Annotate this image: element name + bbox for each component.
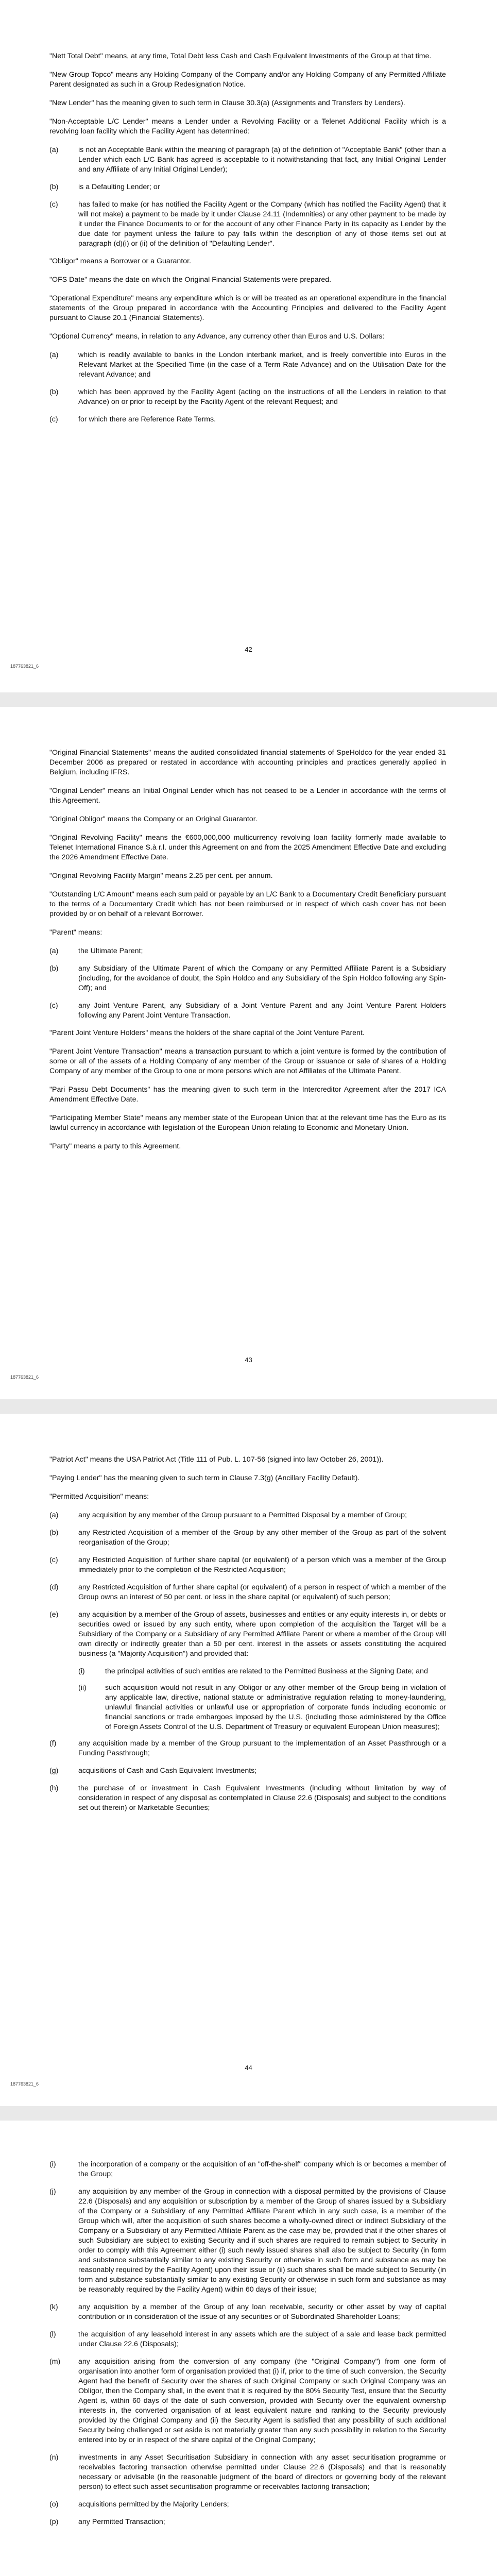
list-item-text: any Restricted Acquisition of a member of the Group by any other member of the Group as part of the solvent reorganisation of the Group; — [78, 1529, 446, 1547]
footer-code: 187763821_6 — [10, 1375, 39, 1380]
list-item — [49, 1528, 446, 1548]
list-item-text: any Restricted Acquisition of further share capital (or equivalent) of a person which was a member of the Group immediately prior to the completion of the Restricted Acquisition; — [78, 1556, 446, 1574]
list-item — [49, 1511, 446, 1520]
definition-paragraph: "Parent Joint Venture Transaction" means a transaction pursuant to which a joint venture is formed by the contribution of some or all of the assets of a Holding Company of any member of the Group or issuance or sale of shares of a Holding Company of any member of the Group to one or more persons which are not Affiliates of the Ultimate Parent. — [49, 1047, 446, 1075]
definition-paragraph: "Original Revolving Facility" means the €600,000,000 multicurrency revolving loan facility formerly made available to Telenet International Finance S.à r.l. under this Agreement on and from the 2025 Amendment Effective Date and excluding the 2026 Amendment Effective Date. — [49, 834, 446, 861]
definition-paragraph: "New Lender" has the meaning given to such term in Clause 30.3(a) (Assignments and Transfers by Lenders). — [49, 99, 405, 107]
definition-paragraph: "Nett Total Debt" means, at any time, Total Debt less Cash and Cash Equivalent Investments of the Group at that time. — [49, 52, 432, 60]
list-item — [49, 1555, 446, 1575]
list-item-text: has failed to make (or has notified the Facility Agent or the Company (which has notified the Facility Agent) that it will not make) a payment to be made by it under Clause 24.11 (Indemnities) or any other payment to be made by it under the Finance Documents to or for the account of any other Finance Party in its capacity as Lender by the due date for payment unless the failure to pay falls within the description of any of those items set out at paragraph (d)(i) or (ii) of the definition of "Defaulting Lender". — [78, 200, 446, 248]
page-number: 43 — [245, 1356, 252, 1364]
list-item — [49, 2500, 446, 2510]
list-item-text: the purchase of or investment in Cash Equivalent Investments (including without limitation by way of consideration in respect of any disposal as contemplated in Clause 22.6 (Disposals) and subject to the conditions set out therein) or Marketable Securities; — [78, 1784, 446, 1812]
list-item — [49, 2160, 446, 2179]
list-item-label: (o) — [49, 2500, 59, 2509]
list-item-label: (a) — [49, 1511, 59, 1519]
list-item-text: for which there are Reference Rate Terms. — [78, 415, 216, 423]
list-item — [49, 946, 446, 956]
definition-paragraph: "Operational Expenditure" means any expenditure which is or will be treated as an operational expenditure in the financial statements of the Group prepared in accordance with the Accounting Principles and delivered to the Facility Agent pursuant to Clause 20.1 (Financial Statements). — [49, 294, 446, 322]
definition-paragraph: "Pari Passu Debt Documents" has the meaning given to such term in the Intercreditor Agreement after the 2017 ICA Amendment Effective Date. — [49, 1086, 446, 1104]
definition-paragraph: "Outstanding L/C Amount" means each sum paid or payable by an L/C Bank to a Documentary Credit Beneficiary pursuant to the terms of a Documentary Credit which has not been reimbursed or in respect of which cash cover has not been provided by or on behalf of a relevant Borrower. — [49, 890, 446, 918]
list-item — [49, 964, 446, 993]
list-item — [49, 1766, 446, 1776]
definition-paragraph: "Paying Lender" has the meaning given to such term in Clause 7.3(g) (Ancillary Facility Default). — [49, 1474, 360, 1482]
list-item-text: the principal activities of such entities are related to the Permitted Business at the Signing Date; and — [105, 1667, 428, 1675]
list-item — [49, 2187, 446, 2295]
list-item-label: (p) — [49, 2518, 59, 2526]
list-item-text: acquisitions permitted by the Majority Lenders; — [78, 2500, 229, 2509]
list-item-text: any acquisition made by a member of the Group pursuant to the implementation of an Asset Passthrough or a Funding Passthrough; — [78, 1739, 446, 1757]
list-item-text: any Subsidiary of the Ultimate Parent of which the Company or any Permitted Affiliate Parent is a Subsidiary (including, for the avoidance of doubt, the Spin Holdco and any Subsidiary of the Spin Holdco following any Spin-Off); and — [78, 964, 446, 992]
list-item-text: any acquisition by any member of the Group in connection with a disposal permitted by the provisions of Clause 22.6 (Disposals) and any acquisition or subscription by a member of the Group of shares issued by a Subsidiary of the Company or a Subsidiary of any Permitted Affiliate Parent which in any such case, is a member of the Group which will, after the acquisition of such shares become a wholly-owned direct or indirect Subsidiary of the Company or a Subsidiary of any Permitted Affiliate Parent as the case may be, provided that if the other shares of such Subsidiary are subject to existing Security and if such shares are required to remain subject to Security in order to comply with this Agreement either (i) such newly issued shares shall also be subject to Security (in form and substance substantially similar to any existing Security or otherwise in such form and substance as may be reasonably required by the Facility Agent) upon their issue or (ii) such shares shall be made subject to Security (in form and substance substantially similar to any existing Security or otherwise in such form and substance as may be reasonably required by the Facility Agent) within 60 days of their issue; — [78, 2188, 446, 2294]
list-item-label: (ii) — [78, 1684, 87, 1692]
list-item-label: (a) — [49, 351, 59, 359]
list-item-label: (j) — [49, 2188, 56, 2196]
list-item-label: (m) — [49, 2358, 61, 2366]
page-43-body — [49, 748, 446, 1160]
footer-code: 187763821_6 — [10, 664, 39, 669]
document-page-44 — [0, 1414, 497, 2106]
page-44-body — [49, 1455, 446, 1821]
definition-paragraph: "New Group Topco" means any Holding Company of the Company and/or any Holding Company of any Permitted Affiliate Parent designated as such in a Group Redesignation Notice. — [49, 71, 446, 89]
list-item — [49, 350, 446, 380]
list-item — [49, 1583, 446, 1602]
list-item-text: which has been approved by the Facility Agent (acting on the instructions of all the Lenders in relation to that Advance) on or prior to receipt by the Facility Agent of the relevant Request; and — [78, 388, 446, 406]
list-item-label: (d) — [49, 1583, 59, 1591]
list-item-label: (f) — [49, 1739, 57, 1748]
list-item-label: (c) — [49, 200, 58, 209]
definition-paragraph: "Parent Joint Venture Holders" means the holders of the share capital of the Joint Venture Parent. — [49, 1029, 365, 1037]
list-item-label: (i) — [78, 1667, 85, 1675]
definition-paragraph: "Original Financial Statements" means the audited consolidated financial statements of SpeHoldco for the year ended 31 December 2006 as prepared or restated in accordance with accounting principles and practices generally applied in Belgium, including IFRS. — [49, 749, 446, 776]
list-item-text: any Joint Venture Parent, any Subsidiary of a Joint Venture Parent and any Joint Venture Parent Holders following any Parent Joint Venture Transaction. — [78, 1002, 446, 1020]
list-item-label: (n) — [49, 2453, 59, 2462]
list-item-text: any Permitted Transaction; — [78, 2518, 165, 2526]
list-item-text: acquisitions of Cash and Cash Equivalent Investments; — [78, 1767, 257, 1775]
list-item-label: (i) — [49, 2160, 56, 2168]
list-item — [49, 2330, 446, 2349]
page-number: 44 — [245, 2064, 252, 2072]
list-item-label: (a) — [49, 947, 59, 955]
list-item-text: such acquisition would not result in any Obligor or any other member of the Group being in violation of any applicable law, directive, national statute or administrative regulation relating to money-laundering, unlawful financial activities or unlawful use or appropriation of corporate funds including economic or financial sanctions or trade embargoes imposed by the U.S. (including those administered by the Office of Foreign Assets Control of the U.S. Department of Treasury or equivalent European Union measures); — [105, 1684, 446, 1731]
list-item-text: any acquisition by a member of the Group of assets, businesses and entities or any equity interests in, or debts or securities owed or issued by any such entity, where upon completion of the acquisition the Target will be a Subsidiary of the Company or a Subsidiary of any Permitted Affiliate Parent or where a member of the Group will own directly or indirectly greater than a 50 per cent. interest in the assets or assets constituting the acquired business (a "Majority Acquisition") and provided that: — [78, 1611, 446, 1658]
list-item-text: is a Defaulting Lender; or — [78, 183, 160, 191]
list-item-label: (l) — [49, 2330, 56, 2338]
definition-paragraph: "Parent" means: — [49, 928, 102, 937]
list-item-text: is not an Acceptable Bank within the meaning of paragraph (a) of the definition of "Acceptable Bank" (other than a Lender which each L/C Bank has agreed is acceptable to it notwithstanding that fact, any Initial Original Lender and any Affiliate of any Initial Original Lender); — [78, 146, 446, 174]
list-item-text: the acquisition of any leasehold interest in any assets which are the subject of a sale and lease back permitted under Clause 22.6 (Disposals); — [78, 2330, 446, 2348]
list-item-label: (h) — [49, 1784, 59, 1792]
list-item — [49, 145, 446, 175]
list-item-text: the incorporation of a company or the acquisition of an "off-the-shelf" company which is or becomes a member of the Group; — [78, 2160, 446, 2178]
list-item — [49, 1739, 446, 1758]
list-item — [49, 1784, 446, 1813]
list-item — [49, 2453, 446, 2492]
list-item-text: any acquisition arising from the conversion of any company (the "Original Company") from one form of organisation into another form of organisation provided that (i) if, prior to the time of such conversion, the Security Agent had the benefit of Security over the shares of such Original Company or such Original Company was an Obligor, then the Company shall, in the event that it is required by the 80% Security Test, ensure that the Security Agent is, within 60 days of the date of such conversion, provided with Security over the equivalent ownership interests in, the converted organisation of at least equivalent nature and ranking to the Security previously provided by the Original Company and (ii) the Security Agent is satisfied that any possibility of such additional Security being challenged or set aside is not materially greater than any such possibility in relation to the Security entered into by or in respect of the share capital of the Original Company; — [78, 2358, 446, 2444]
list-item-label: (c) — [49, 1002, 58, 1010]
definition-paragraph: "Patriot Act" means the USA Patriot Act (Title 111 of Pub. L. 107-56 (signed into law October 26, 2001)). — [49, 1455, 384, 1464]
list-item-text: any acquisition by any member of the Group pursuant to a Permitted Disposal by a member of Group; — [78, 1511, 407, 1519]
document-page-43 — [0, 707, 497, 1399]
list-item-label: (c) — [49, 415, 58, 423]
list-item-label: (b) — [49, 1529, 59, 1537]
definition-paragraph: "Original Revolving Facility Margin" means 2.25 per cent. per annum. — [49, 872, 273, 880]
list-item-label: (a) — [49, 146, 59, 154]
definition-paragraph: "Party" means a party to this Agreement. — [49, 1142, 181, 1150]
page-45-body — [49, 2160, 446, 2535]
sub-list-item — [78, 1667, 446, 1676]
list-item-label: (b) — [49, 388, 59, 396]
list-item-text: any Restricted Acquisition of further share capital (or equivalent) of a person in respect of which a member of the Group owns an interest of 50 per cent. or less in the share capital (or equivalent) of such person; — [78, 1583, 446, 1601]
list-item — [49, 2357, 446, 2445]
definition-paragraph: "Permitted Acquisition" means: — [49, 1493, 149, 1501]
list-item-label: (c) — [49, 1556, 58, 1564]
definition-paragraph: "Original Lender" means an Initial Original Lender which has not ceased to be a Lender in accordance with the terms of this Agreement. — [49, 787, 446, 805]
page-42-body — [49, 52, 446, 432]
definition-paragraph: "Non-Acceptable L/C Lender" means a Lender under a Revolving Facility or a Telenet Additional Facility which is a revolving loan facility which the Facility Agent has determined: — [49, 117, 446, 135]
list-item-label: (b) — [49, 964, 59, 973]
list-item — [49, 2302, 446, 2322]
list-item — [49, 387, 446, 407]
definition-paragraph: "OFS Date" means the date on which the Original Financial Statements were prepared. — [49, 276, 332, 284]
list-item — [49, 182, 446, 192]
page-number: 42 — [245, 646, 252, 653]
list-item-text: which is readily available to banks in the London interbank market, and is freely convertible into Euros in the Relevant Market at the Specified Time (in the case of a Term Rate Advance) and on the Utilisation Date for the relevant Advance; and — [78, 351, 446, 379]
list-item — [49, 1001, 446, 1021]
document-page-45 — [0, 2121, 497, 2576]
definition-paragraph: "Obligor" means a Borrower or a Guarantor. — [49, 257, 192, 265]
sub-list-item — [78, 1683, 446, 1732]
list-item-text: investments in any Asset Securitisation Subsidiary in connection with any asset securitisation programme or receivables factoring transaction otherwise permitted under Clause 22.6 (Disposals) and that is reasonably necessary or advisable (in the reasonable judgment of the board of directors or governing body of the relevant person) to effect such asset securitisation programme or receivables factoring transaction; — [78, 2453, 446, 2491]
list-item-label: (e) — [49, 1611, 59, 1619]
list-item-text: any acquisition by a member of the Group of any loan receivable, security or other asset by way of capital contribution or in consideration of the issue of any securities or of Subordinated Shareholder Loans; — [78, 2303, 446, 2321]
list-item-text: the Ultimate Parent; — [78, 947, 143, 955]
list-item — [49, 2517, 446, 2527]
definition-paragraph: "Participating Member State" means any member state of the European Union that at the relevant time has the Euro as its lawful currency in accordance with legislation of the European Union relating to Economic and Monetary Union. — [49, 1114, 446, 1132]
list-item-label: (k) — [49, 2303, 58, 2311]
definition-paragraph: "Original Obligor" means the Company or an Original Guarantor. — [49, 815, 258, 823]
list-item — [49, 415, 446, 425]
list-item-label: (b) — [49, 183, 59, 191]
list-item — [49, 1610, 446, 1659]
definition-paragraph: "Optional Currency" means, in relation to any Advance, any currency other than Euros and U.S. Dollars: — [49, 332, 385, 341]
list-item — [49, 200, 446, 249]
footer-code: 187763821_6 — [10, 2081, 39, 2087]
document-page-42 — [0, 0, 497, 692]
list-item-label: (g) — [49, 1767, 59, 1775]
